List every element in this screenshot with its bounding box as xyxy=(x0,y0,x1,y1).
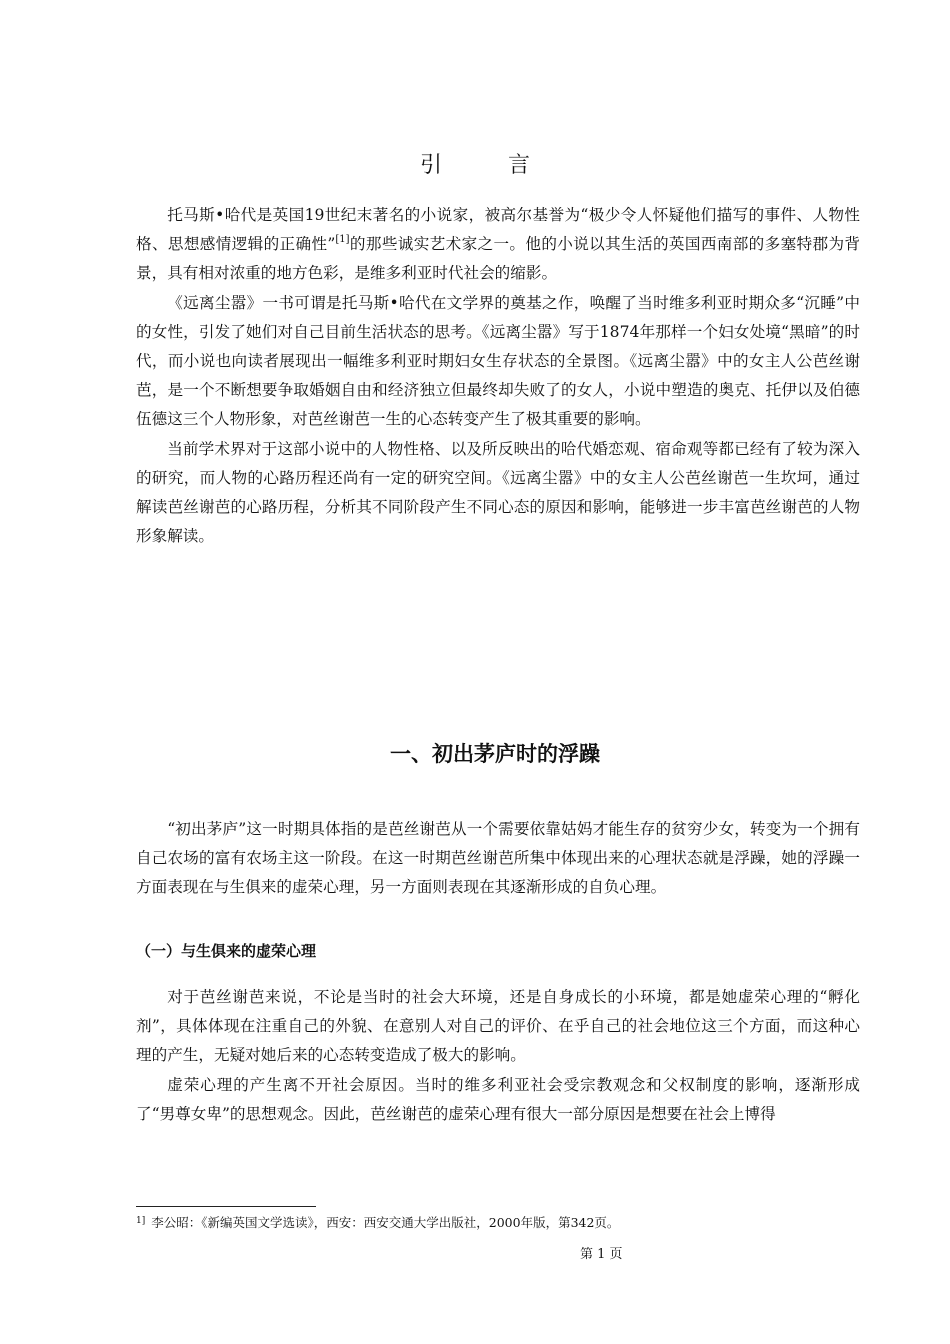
subsection-1-paragraph-1: 对于芭丝谢芭来说，不论是当时的社会大环境，还是自身成长的小环境，都是她虚荣心理的“孵化剂”，具体体现在注重自己的外貌、在意别人对自己的评价、在乎自己的社会地位这三个方面，而这种心理的产生，无疑对她后来的心态转变造成了极大的影响。 xyxy=(136,988,860,1065)
intro-paragraph-1 xyxy=(136,201,860,289)
subsection-1-paragraph-2: 虚荣心理的产生离不开社会原因。当时的维多利亚社会受宗教观念和父权制度的影响，逐渐形成了“男尊女卑”的思想观念。因此，芭丝谢芭的虚荣心理有很大一部分原因是想要在社会上博得 xyxy=(136,1075,860,1123)
footnote-mark: 1] xyxy=(136,1216,146,1226)
intro-section xyxy=(136,201,860,551)
footnote-divider xyxy=(136,1206,316,1207)
intro-paragraph-1-text-cont: 的那些诚实艺术家之一。他的小说以其生活的英国西南部的多塞特郡为背景，具有相对浓重的地方色彩，是维多利亚时代社会的缩影。 xyxy=(136,235,860,283)
subsection-1-body xyxy=(136,983,860,1129)
section-heading-1: 一、初出茅庐时的浮躁 xyxy=(390,742,600,766)
page-number: 第 1 页 xyxy=(580,1247,623,1262)
section-1-body xyxy=(136,815,860,903)
footnote-text: 李公昭：《新编英国文学选读》，西安：西安交通大学出版社，2000年版，第342页。 xyxy=(151,1215,620,1230)
intro-paragraph-2: 《远离尘嚣》一书可谓是托马斯•哈代在文学界的奠基之作，唤醒了当时维多利亚时期众多“沉睡”中的女性，引发了她们对自己目前生活状态的思考。《远离尘嚣》写于1874年那样一个妇女处境“黑暗”的时代，而小说也向读者展现出一幅维多利亚时期妇女生存状态的全景图。《远离尘嚣》中的女主人公芭丝谢芭，是一个不断想要争取婚姻自由和经济独立但最终却失败了的女人，小说中塑造的奥克、托伊以及伯德伍德这三个人物形象，对芭丝谢芭一生的心态转变产生了极其重要的影响。 xyxy=(136,293,860,429)
citation-ref[interactable]: [1] xyxy=(335,234,350,246)
intro-paragraph-1-text: 托马斯•哈代是英国19世纪末著名的小说家，被高尔基誉为“极少令人怀疑他们描写的事件、人物性格、思想感情逻辑的正确性” xyxy=(136,206,860,254)
section-1-paragraph-1: “初出茅庐”这一时期具体指的是芭丝谢芭从一个需要依靠姑妈才能生存的贫穷少女，转变为一个拥有自己农场的富有农场主这一阶段。在这一时期芭丝谢芭所集中体现出来的心理状态就是浮躁，她的浮躁一方面表现在与生俱来的虚荣心理，另一方面则表现在其逐渐形成的自负心理。 xyxy=(136,820,860,897)
intro-paragraph-3: 当前学术界对于这部小说中的人物性格、以及所反映出的哈代婚恋观、宿命观等都已经有了较为深入的研究，而人物的心路历程还尚有一定的研究空间。《远离尘嚣》中的女主人公芭丝谢芭一生坎坷，通过解读芭丝谢芭的心路历程，分析其不同阶段产生不同心态的原因和影响，能够进一步丰富芭丝谢芭的人物形象解读。 xyxy=(136,439,860,546)
footnote xyxy=(136,1212,619,1232)
page-title: 引 言 xyxy=(419,153,552,178)
subsection-heading-1: （一）与生俱来的虚荣心理 xyxy=(136,942,317,960)
